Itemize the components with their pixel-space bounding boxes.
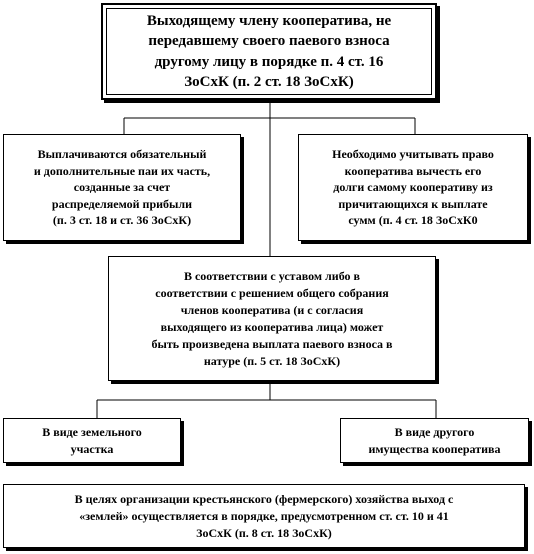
share-payment-text: Выплачиваются обязательный и дополнительные паи их часть, созданные за счет распределяемой прибыли (п. 3 ст. 18 и ст. 36 ЗоСхК) [33, 147, 211, 228]
debt-deduction-box [298, 134, 528, 241]
payment-in-kind-box [108, 256, 436, 381]
share-payment-box [3, 134, 241, 241]
payment-in-kind-text: В соответствии с уставом либо в соответствии с решением общего собрания членов кооператива (и с согласия выходящего из кооператива лица) может быть произведена выплата паевого взноса в натуре (п. 5 ст. 18 ЗоСхК) [151, 268, 393, 368]
other-property-text: В виде другого имущества кооператива [368, 424, 501, 456]
farm-exit-text: В целях организации крестьянского (фермерского) хозяйства выход с «землей» осуществляется в порядке, предусмотренном ст. ст. 10 и 41 ЗоСхК (п. 8 ст. 18 ЗоСхК) [74, 491, 454, 540]
farm-exit-box [3, 484, 525, 548]
withdrawing-member-box [101, 3, 437, 100]
land-plot-box [3, 418, 181, 463]
land-plot-text: В виде земельного участка [42, 424, 142, 456]
other-property-box [340, 418, 529, 463]
debt-deduction-text: Необходимо учитывать право кооператива вычесть его долги самому кооперативу из причитающихся к выплате сумм (п. 4 ст. 18 ЗоСхК0 [332, 147, 494, 228]
withdrawing-member-text: Выходящему члену кооператива, не передавшему своего паевого взноса другому лицу в порядке п. 4 ст. 16 ЗоСхК (п. 2 ст. 18 ЗоСхК) [146, 12, 392, 90]
